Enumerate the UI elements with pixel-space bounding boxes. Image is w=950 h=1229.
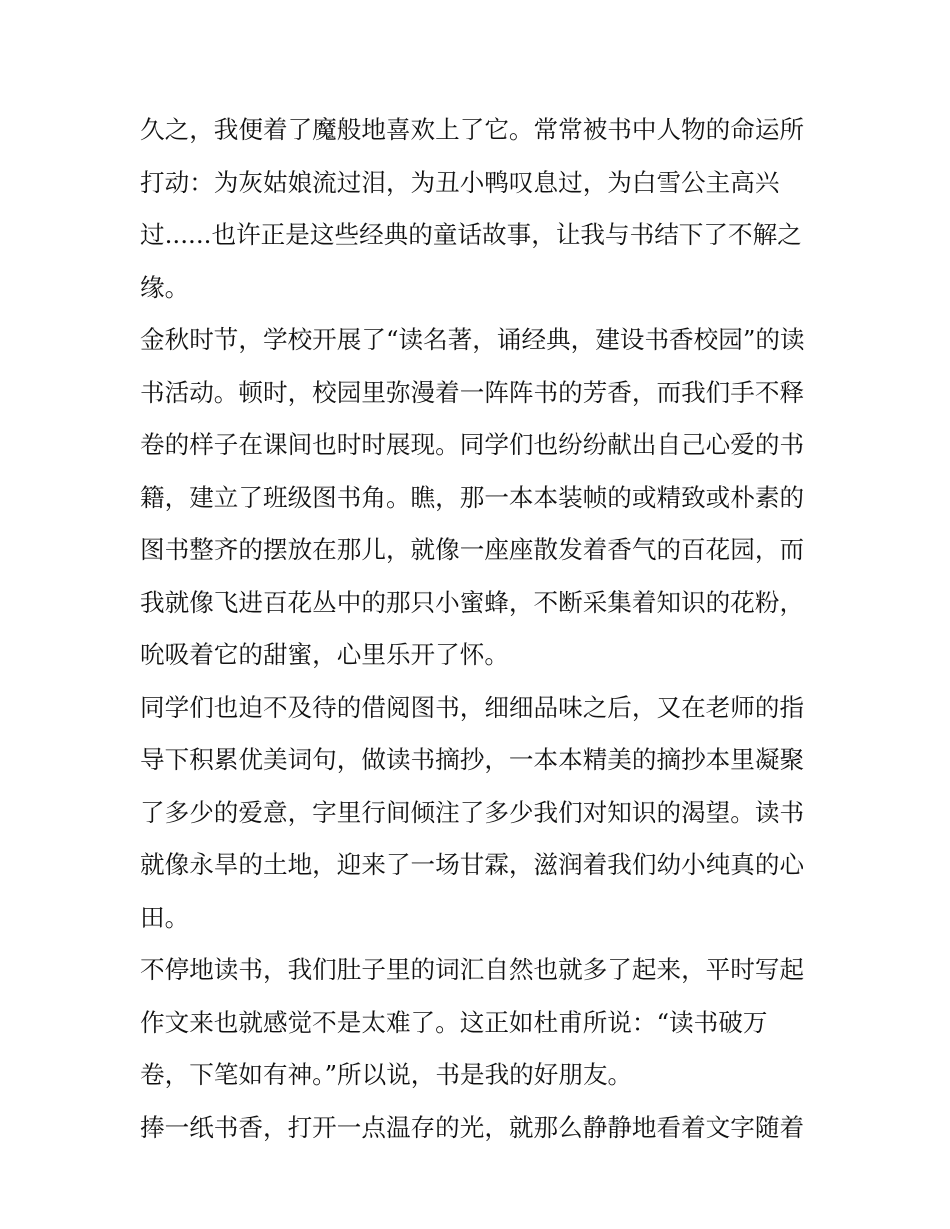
text-line: 籍，建立了班级图书角。瞧，那一本本装帧的或精致或朴素的 [140,482,805,512]
text-line: 缘。 [140,272,190,302]
text-line: 田。 [140,902,190,932]
text-line: 图书整齐的摆放在那儿，就像一座座散发着香气的百花园，而 [140,535,805,564]
text-line: 捧一纸书香，打开一点温存的光，就那么静静地看着文字随着 [140,1112,805,1142]
paragraph-5 [140,1102,820,1155]
text-line: 打动：为灰姑娘流过泪，为丑小鸭叹息过，为白雪公主高兴 [140,167,780,197]
text-line: 了多少的爱意，字里行间倾注了多少我们对知识的渴望。读书 [140,797,805,827]
text-line: 久之，我便着了魔般地喜欢上了它。常常被书中人物的命运所 [140,115,805,144]
text-line: 同学们也迫不及待的借阅图书，细细品味之后，又在老师的指 [140,692,805,722]
document-body [140,104,820,1154]
text-line: 书活动。顿时，校园里弥漫着一阵阵书的芳香，而我们手不释 [140,377,805,407]
paragraph-3 [140,682,820,945]
text-line: 就像永旱的土地，迎来了一场甘霖，滋润着我们幼小纯真的心 [140,850,805,879]
text-line: 卷，下笔如有神。”所以说，书是我的好朋友。 [140,1060,633,1089]
text-line: 导下积累优美词句，做读书摘抄，一本本精美的摘抄本里凝聚 [140,745,805,774]
text-line: 过......也许正是这些经典的童话故事，让我与书结下了不解之 [140,220,802,249]
text-line: 金秋时节，学校开展了“读名著，诵经典，建设书香校园”的读 [140,325,805,354]
text-line: 卷的样子在课间也时时展现。同学们也纷纷献出自己心爱的书 [140,430,805,459]
text-line: 我就像飞进百花丛中的那只小蜜蜂，不断采集着知识的花粉， [140,587,805,617]
text-line: 不停地读书，我们肚子里的词汇自然也就多了起来，平时写起 [140,955,805,984]
paragraph-1 [140,104,820,314]
text-line: 作文来也就感觉不是太难了。这正如杜甫所说：“读书破万 [140,1007,768,1037]
paragraph-2 [140,314,820,682]
text-line: 吮吸着它的甜蜜，心里乐开了怀。 [140,640,509,669]
paragraph-4 [140,944,820,1102]
